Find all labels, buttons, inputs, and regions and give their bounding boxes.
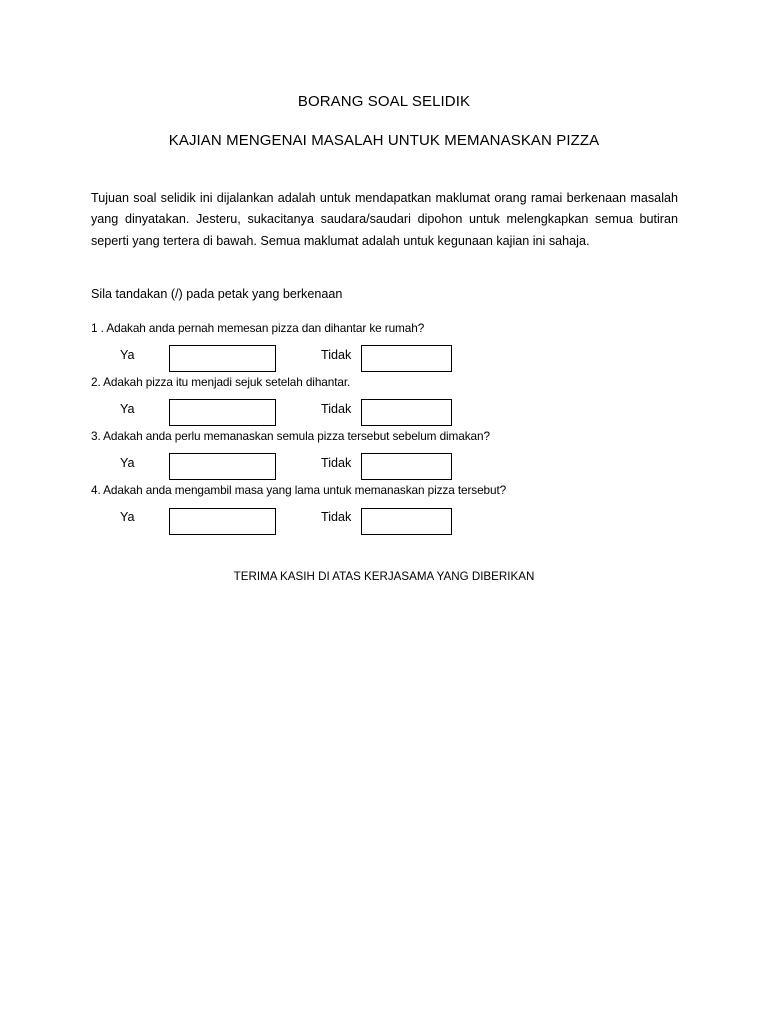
q4-no-label: Tidak xyxy=(321,510,352,524)
question-2: 2. Adakah pizza itu menjadi sejuk setelah dihantar. xyxy=(91,375,351,389)
q4-no-checkbox[interactable] xyxy=(361,508,452,535)
q3-yes-label: Ya xyxy=(120,456,135,470)
q4-yes-label: Ya xyxy=(120,510,135,524)
q1-yes-label: Ya xyxy=(120,348,135,362)
q2-no-checkbox[interactable] xyxy=(361,399,452,426)
q1-no-checkbox[interactable] xyxy=(361,345,452,372)
instruction-text: Sila tandakan (/) pada petak yang berkenaan xyxy=(91,287,343,301)
q3-no-label: Tidak xyxy=(321,456,352,470)
form-subtitle: KAJIAN MENGENAI MASALAH UNTUK MEMANASKAN PIZZA xyxy=(168,132,600,149)
closing-text: TERIMA KASIH DI ATAS KERJASAMA YANG DIBERIKAN xyxy=(233,570,535,583)
q2-yes-checkbox[interactable] xyxy=(169,399,276,426)
q1-yes-checkbox[interactable] xyxy=(169,345,276,372)
intro-paragraph: Tujuan soal selidik ini dijalankan adalah untuk mendapatkan maklumat orang ramai berkenaan masalah yang dinyatakan. Jesteru, sukacitanya saudara/saudari dipohon untuk melengkapkan semua butiran seperti yang tertera di bawah. Semua maklumat adalah untuk kegunaan kajian ini sahaja. xyxy=(91,191,678,248)
q2-yes-label: Ya xyxy=(120,402,135,416)
q4-yes-checkbox[interactable] xyxy=(169,508,276,535)
question-4: 4. Adakah anda mengambil masa yang lama untuk memanaskan pizza tersebut? xyxy=(91,483,507,497)
question-1: 1 . Adakah anda pernah memesan pizza dan dihantar ke rumah? xyxy=(91,321,425,335)
q3-yes-checkbox[interactable] xyxy=(169,453,276,480)
q1-no-label: Tidak xyxy=(321,348,352,362)
question-3: 3. Adakah anda perlu memanaskan semula pizza tersebut sebelum dimakan? xyxy=(91,429,490,443)
q3-no-checkbox[interactable] xyxy=(361,453,452,480)
form-title: BORANG SOAL SELIDIK xyxy=(297,93,471,110)
q2-no-label: Tidak xyxy=(321,402,352,416)
